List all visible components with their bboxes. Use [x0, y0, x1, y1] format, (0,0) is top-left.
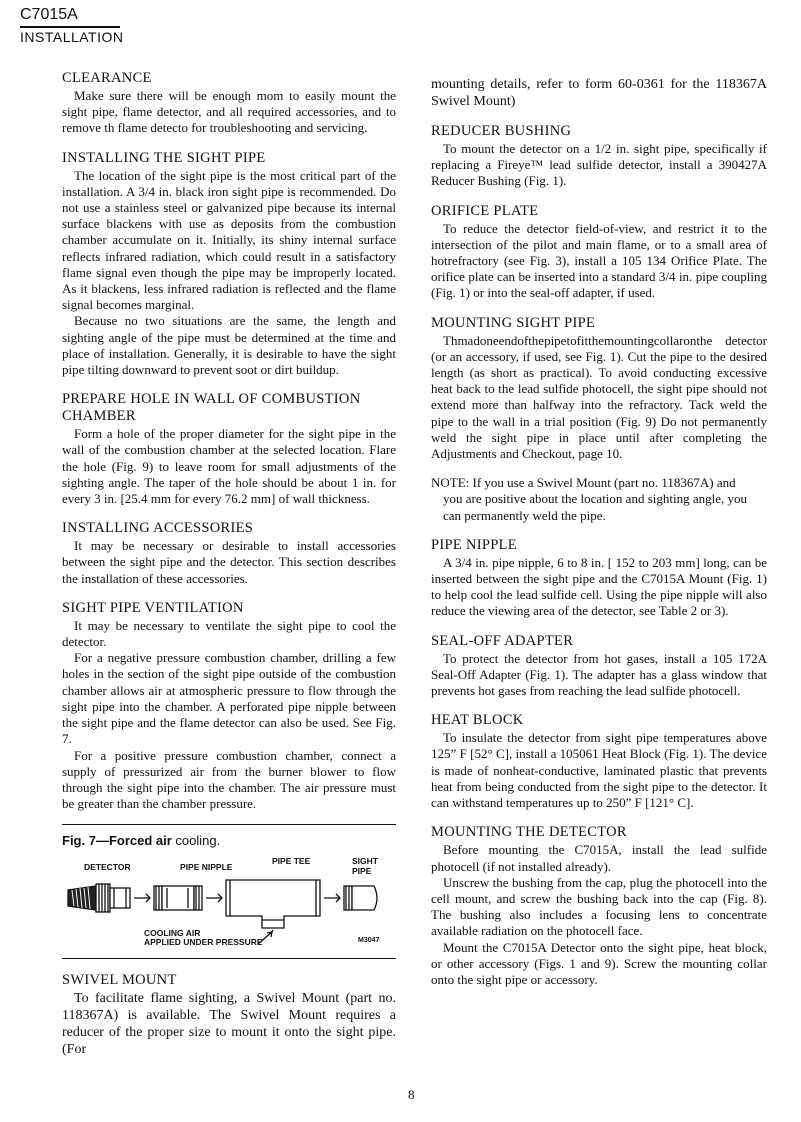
left-column [62, 70, 396, 1058]
label-cooling-air-1: COOLING AIR [144, 928, 201, 939]
section-title: INSTALLATION [20, 29, 124, 45]
swivel-mount-text: To facilitate flame sighting, a Swivel Mount (part no. 118367A) is available. The Swivel Mount requires a reducer of the proper size to mount it onto the sight pipe. (For [62, 991, 396, 1058]
ventilation-text-3: For a positive pressure combustion chamber, connect a supply of pressurized air from the burner blower to flow through the sight pipe into the chamber. The air pressure must be greater than the chamber pressure. [62, 747, 396, 812]
label-sight-1: SIGHT [352, 856, 378, 867]
heat-block-heading: HEAT BLOCK [431, 712, 524, 729]
figure-code: M3047 [358, 937, 380, 945]
ventilation-text-2: For a negative pressure combustion chamber, drilling a few holes in the section of the sight pipe outside of the combustion chamber allows air at atmospheric pressure to flow through the sight pipe into the chamber. A perforated pipe nipple between the sight pipe and the flame detector can also be used. See Fig. 7. [62, 650, 396, 747]
label-detector: DETECTOR [84, 862, 131, 873]
reducer-bushing-text: To mount the detector on a 1/2 in. sight pipe, specifically if replacing a Fireye™ lead sulfide detector, install a 390427A Reducer Bushing (Fig. 1). [431, 141, 767, 189]
mounting-detector-text-3: Mount the C7015A Detector onto the sight pipe, heat block, or other accessory (Figs. 1 and 9). Screw the mounting collar onto the sight pipe or accessory. [431, 939, 767, 987]
clearance-text: Make sure there will be enough mom to easily mount the sight pipe, flame detector, and all required accessories, and to remove th flame detecto for troubleshooting and servicing. [62, 88, 396, 136]
orifice-plate-text: To reduce the detector field-of-view, and restrict it to the intersection of the pilot and main flame, or to a small area of hotrefractory (see Fig. 3), install a 105 134 Orifice Plate. The orifice plate can be inserted into a standard 3/4 in. pipe coupling (Fig. 1) or into the seal-off adapter, if used. [431, 220, 767, 301]
installing-sight-pipe-heading: INSTALLING THE SIGHT PIPE [62, 149, 266, 166]
forced-air-diagram [62, 856, 396, 952]
right-column [431, 76, 767, 988]
installing-text-1: The location of the sight pipe is the most critical part of the installation. A 3/4 in. black iron sight pipe is recommended. Do not use a stainless steel or galvanized pipe because its internal surface blackens with use as deposits from the combustion chamber accumulate on it. Initially, its shiny internal surface reflects infrared radiation, which could result in a satisfactory flame signal even though the pipe may be improperly located. As it blackens, less infrared radiation is reflected and the flame signal becomes marginal. [62, 167, 396, 313]
installing-accessories-heading: INSTALLING ACCESSORIES [62, 520, 254, 537]
swivel-mount-continued: mounting details, refer to form 60-0361 for the 118367A Swivel Mount) [431, 77, 767, 109]
seal-off-adapter-heading: SEAL-OFF ADAPTER [431, 632, 574, 649]
mounting-sight-pipe-heading: MOUNTING SIGHT PIPE [431, 314, 596, 331]
installing-text-2: Because no two situations are the same, the length and sighting angle of the pipe must be determined at the time and place of installation. Generally, it is desirable to have the sight pipe tilting downward to prevent soot or dirt buildup. [62, 313, 396, 378]
reducer-bushing-heading: REDUCER BUSHING [431, 123, 572, 139]
clearance-heading: CLEARANCE [62, 70, 152, 86]
figure-7 [62, 824, 396, 959]
prepare-hole-text: Form a hole of the proper diameter for the sight pipe in the wall of the combustion chamber at the selected location. Flare the hole (Fig. 9) to leave room for small adjustments of the sighting angle. The taper of the hole should be about 1 in. for every 3 in. [25.4 mm for every 76.2 mm] of wall thickness. [62, 426, 396, 507]
ventilation-text-1: It may be necessary to ventilate the sight pipe to cool the detector. [62, 617, 396, 650]
mounting-detector-text-2: Unscrew the bushing from the cap, plug the photocell into the cell mount, and screw the bushing back into the cap (Fig. 8). The bushing also includes a focusing lens to concentrate available radiation on the photocell face. [431, 874, 767, 939]
page-number: 8 [408, 1087, 415, 1102]
tee-shape [226, 880, 320, 928]
label-cooling-air-2: APPLIED UNDER PRESSURE [144, 937, 263, 948]
sight-pipe-shape [352, 886, 377, 910]
pipe-nipple-heading: PIPE NIPPLE [431, 536, 517, 553]
mounting-sight-pipe-text: Thmadoneendofthepipetofitthemountingcollaronthe detector (or an accessory, if used, see Fig. 1). Cut the pipe to the desired length (as short as practical). To avoid conducting excessive heat back to the lead sulfide photocell, the sight pipe should not extend more than halfway into the refractory. Tack weld the pipe to the wall in a trial position (Fig. 9) Do not permanently weld the sight pipe in place until after completing the Adjustments and Checkout, page 10. [431, 332, 767, 462]
swivel-note: NOTE: If you use a Swivel Mount (part no. 118367A) and you are positive about the location and sighting angle, you can permanently weld the pipe. [431, 475, 747, 523]
ventilation-heading: SIGHT PIPE VENTILATION [62, 599, 244, 616]
accessories-text: It may be necessary or desirable to install accessories between the sight pipe and the detector. This section describes the installation of these accessories. [62, 538, 396, 586]
orifice-plate-heading: ORIFICE PLATE [431, 202, 539, 219]
detector-nut [110, 888, 130, 908]
header-rule [20, 26, 120, 28]
label-pipe-tee: PIPE TEE [272, 856, 311, 867]
swivel-mount-heading: SWIVEL MOUNT [62, 972, 177, 989]
mounting-detector-text-1: Before mounting the C7015A, install the lead sulfide photocell (if not installed already). [431, 842, 767, 874]
mounting-detector-heading: MOUNTING THE DETECTOR [431, 824, 627, 841]
figure-caption: Fig. 7—Forced air cooling. [62, 833, 221, 849]
prepare-hole-heading: PREPARE HOLE IN WALL OF COMBUSTION CHAMBER [62, 391, 361, 425]
label-pipe-nipple: PIPE NIPPLE [180, 862, 233, 873]
pipe-nipple-text: A 3/4 in. pipe nipple, 6 to 8 in. [ 152 to 203 mm] long, can be inserted between the sight pipe and the C7015A Mount (Fig. 1) to help cool the lead sulfide cell. Using the pipe nipple will also reduce the viewing area of the detector, see Table 2 or 3). [431, 554, 767, 619]
heat-block-text: To insulate the detector from sight pipe temperatures above 125” F [52° C], install a 105061 Heat Block (Fig. 1). The device is made of nonheat-conductive, laminated plastic that prevents heat from being conducted from the sight pipe to the detector. It can withstand temperatures up to 250” F [121° C]. [431, 730, 767, 811]
page-header [20, 6, 124, 45]
seal-off-adapter-text: To protect the detector from hot gases, install a 105 172A Seal-Off Adapter (Fig. 1). The adapter has a glass window that prevents hot gases from reaching the lead sulfide photocell. [431, 650, 767, 699]
model-number: C7015A [20, 6, 78, 23]
label-sight-2: PIPE [352, 866, 372, 877]
